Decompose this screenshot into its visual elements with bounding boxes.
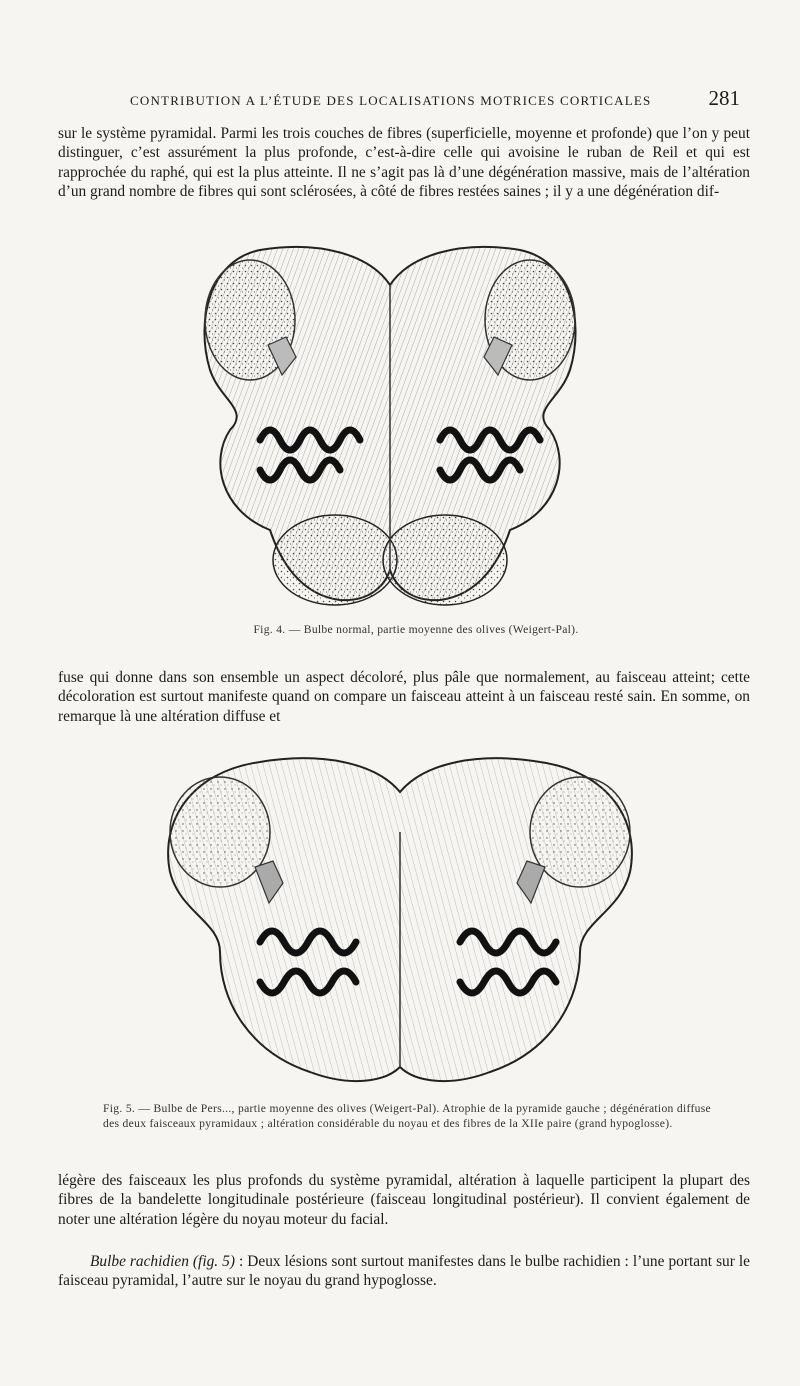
paragraph-4-text: : Deux lésions sont surtout manifestes dans le bulbe rachidien : l’une portant sur le faisceau pyramidal, l’autre sur le noyau du grand hypoglosse. bbox=[58, 1253, 751, 1290]
medulla-pathological-drawing bbox=[160, 752, 640, 1092]
paragraph-4-italic-lead: Bulbe rachidien (fig. 5) bbox=[90, 1253, 235, 1270]
right-lateral-region bbox=[530, 777, 630, 887]
page-header bbox=[130, 86, 740, 110]
figure-4-illustration bbox=[190, 240, 590, 610]
left-lateral-region bbox=[170, 777, 270, 887]
left-pyramid bbox=[273, 515, 397, 605]
figure-5-caption: Fig. 5. — Bulbe de Pers..., partie moyenne des olives (Weigert-Pal). Atrophie de la pyramide gauche ; dégénération diffuse des deux faisceaux pyramidaux ; altération considérable du noyau et des fibres de la XIIe paire (grand hypoglosse). bbox=[103, 1102, 711, 1130]
figure-5-illustration bbox=[160, 752, 640, 1092]
running-title: CONTRIBUTION A L’ÉTUDE DES LOCALISATIONS MOTRICES CORTICALES bbox=[130, 93, 652, 108]
paragraph-2: fuse qui donne dans son ensemble un aspect décoloré, plus pâle que normalement, au faisceau atteint; cette décoloration est surtout manifeste quand on compare un faisceau atteint à un faisceau resté sain. En somme, on remarque là une altération diffuse et bbox=[58, 669, 750, 725]
medulla-normal-drawing bbox=[190, 240, 590, 610]
figure-4-caption: Fig. 4. — Bulbe normal, partie moyenne des olives (Weigert-Pal). bbox=[253, 623, 579, 636]
paragraph-4 bbox=[58, 1252, 750, 1291]
paragraph-1: sur le système pyramidal. Parmi les trois couches de fibres (superficielle, moyenne et profonde) que l’on y peut distinguer, c’est assurément la plus profonde, c’est-à-dire celle qui avoisine le ruban de Reil et qui est rapprochée du raphé, qui est la plus atteinte. Il ne s’agit pas là d’une dégénération massive, mais de l’altération d’un grand nombre de fibres qui sont sclérosées, à côté de fibres restées saines ; il y a une dégénération dif- bbox=[58, 125, 750, 201]
page-number: 281 bbox=[708, 86, 740, 110]
right-pyramid bbox=[383, 515, 507, 605]
paragraph-3: légère des faisceaux les plus profonds du système pyramidal, altération à laquelle participent la plupart des fibres de la bandelette longitudinale postérieure (faisceau longitudinal postérieur). Il convient également de noter une altération légère du noyau moteur du facial. bbox=[58, 1172, 750, 1228]
